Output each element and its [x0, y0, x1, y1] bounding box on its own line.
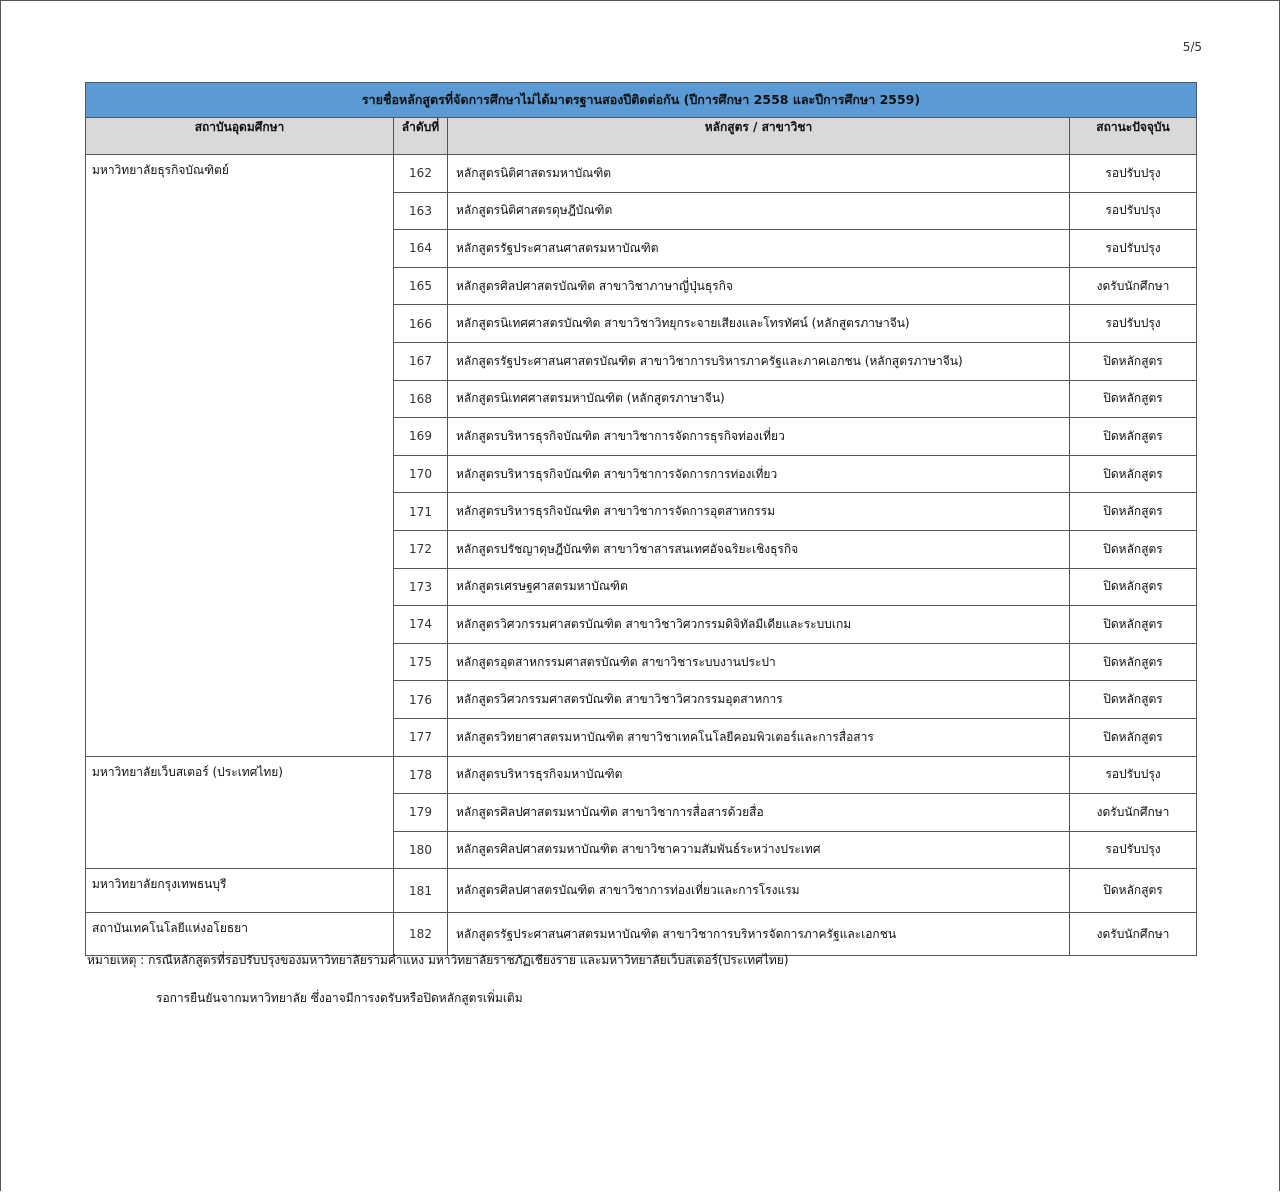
program-cell: หลักสูตรรัฐประศาสนศาสตรมหาบัณฑิต	[448, 230, 1070, 268]
status-cell: งดรับนักศึกษา	[1070, 794, 1197, 832]
number-cell: 168	[394, 380, 448, 418]
page-number: 5/5	[1182, 40, 1202, 54]
status-cell: รอปรับปรุง	[1070, 155, 1197, 193]
program-cell: หลักสูตรนิเทศศาสตรบัณฑิต สาขาวิชาวิทยุกระจายเสียงและโทรทัศน์ (หลักสูตรภาษาจีน)	[448, 305, 1070, 343]
number-cell: 162	[394, 155, 448, 193]
number-cell: 181	[394, 869, 448, 913]
number-cell: 172	[394, 530, 448, 568]
program-cell: หลักสูตรวิศวกรรมศาสตรบัณฑิต สาขาวิชาวิศวกรรมดิจิทัลมีเดียและระบบเกม	[448, 606, 1070, 644]
status-cell: งดรับนักศึกษา	[1070, 267, 1197, 305]
header-institution: สถาบันอุดมศึกษา	[86, 118, 394, 155]
table-row	[86, 912, 1197, 956]
note-line-2: รอการยืนยันจากมหาวิทยาลัย ซึ่งอาจมีการงดรับหรือปิดหลักสูตรเพิ่มเติม	[156, 991, 523, 1005]
table-row	[86, 869, 1197, 913]
institution-cell: สถาบันเทคโนโลยีแห่งอโยธยา	[86, 912, 394, 956]
program-cell: หลักสูตรบริหารธุรกิจบัณฑิต สาขาวิชาการจัดการการท่องเที่ยว	[448, 455, 1070, 493]
status-cell: รอปรับปรุง	[1070, 192, 1197, 230]
institution-cell: มหาวิทยาลัยกรุงเทพธนบุรี	[86, 869, 394, 913]
table-title: รายชื่อหลักสูตรที่จัดการศึกษาไม่ได้มาตรฐานสองปีติดต่อกัน (ปีการศึกษา 2558 และปีการศึกษา 2559)	[86, 83, 1197, 118]
institution-cell: มหาวิทยาลัยเว็บสเตอร์ (ประเทศไทย)	[86, 756, 394, 869]
status-cell: ปิดหลักสูตร	[1070, 342, 1197, 380]
note-line-1: หมายเหตุ : กรณีหลักสูตรที่รอปรับปรุงของมหาวิทยาลัยรามคำแหง มหาวิทยาลัยราชภัฏเชียงราย และมหาวิทยาลัยเว็บสเตอร์(ประเทศไทย)	[87, 953, 789, 967]
number-cell: 170	[394, 455, 448, 493]
header-number: ลำดับที่	[394, 118, 448, 155]
number-cell: 182	[394, 912, 448, 956]
status-cell: รอปรับปรุง	[1070, 305, 1197, 343]
header-program: หลักสูตร / สาขาวิชา	[448, 118, 1070, 155]
status-cell: รอปรับปรุง	[1070, 831, 1197, 869]
number-cell: 178	[394, 756, 448, 794]
program-cell: หลักสูตรอุตสาหกรรมศาสตรบัณฑิต สาขาวิชาระบบงานประปา	[448, 643, 1070, 681]
header-status: สถานะปัจจุบัน	[1070, 118, 1197, 155]
status-cell: ปิดหลักสูตร	[1070, 568, 1197, 606]
program-cell: หลักสูตรบริหารธุรกิจมหาบัณฑิต	[448, 756, 1070, 794]
status-cell: ปิดหลักสูตร	[1070, 530, 1197, 568]
status-cell: ปิดหลักสูตร	[1070, 606, 1197, 644]
status-cell: ปิดหลักสูตร	[1070, 380, 1197, 418]
status-cell: ปิดหลักสูตร	[1070, 718, 1197, 756]
table-body	[86, 155, 1197, 956]
number-cell: 165	[394, 267, 448, 305]
number-cell: 173	[394, 568, 448, 606]
program-cell: หลักสูตรเศรษฐศาสตรมหาบัณฑิต	[448, 568, 1070, 606]
status-cell: ปิดหลักสูตร	[1070, 681, 1197, 719]
program-cell: หลักสูตรบริหารธุรกิจบัณฑิต สาขาวิชาการจัดการธุรกิจท่องเที่ยว	[448, 418, 1070, 456]
status-cell: ปิดหลักสูตร	[1070, 455, 1197, 493]
number-cell: 163	[394, 192, 448, 230]
program-cell: หลักสูตรวิศวกรรมศาสตรบัณฑิต สาขาวิชาวิศวกรรมอุตสาหการ	[448, 681, 1070, 719]
status-cell: ปิดหลักสูตร	[1070, 418, 1197, 456]
status-cell: ปิดหลักสูตร	[1070, 643, 1197, 681]
number-cell: 176	[394, 681, 448, 719]
institution-cell: มหาวิทยาลัยธุรกิจบัณฑิตย์	[86, 155, 394, 757]
number-cell: 164	[394, 230, 448, 268]
number-cell: 166	[394, 305, 448, 343]
program-cell: หลักสูตรศิลปศาสตรมหาบัณฑิต สาขาวิชาความสัมพันธ์ระหว่างประเทศ	[448, 831, 1070, 869]
status-cell: รอปรับปรุง	[1070, 230, 1197, 268]
number-cell: 175	[394, 643, 448, 681]
status-cell: รอปรับปรุง	[1070, 756, 1197, 794]
program-cell: หลักสูตรปรัชญาดุษฎีบัณฑิต สาขาวิชาสารสนเทศอัจฉริยะเชิงธุรกิจ	[448, 530, 1070, 568]
program-cell: หลักสูตรวิทยาศาสตรมหาบัณฑิต สาขาวิชาเทคโนโลยีคอมพิวเตอร์และการสื่อสาร	[448, 718, 1070, 756]
program-cell: หลักสูตรศิลปศาสตรบัณฑิต สาขาวิชาการท่องเที่ยวและการโรงแรม	[448, 869, 1070, 913]
table-row	[86, 155, 1197, 193]
program-cell: หลักสูตรนิติศาสตรมหาบัณฑิต	[448, 155, 1070, 193]
number-cell: 179	[394, 794, 448, 832]
number-cell: 177	[394, 718, 448, 756]
number-cell: 167	[394, 342, 448, 380]
program-cell: หลักสูตรรัฐประศาสนศาสตรบัณฑิต สาขาวิชาการบริหารภาครัฐและภาคเอกชน (หลักสูตรภาษาจีน)	[448, 342, 1070, 380]
program-cell: หลักสูตรนิติศาสตรดุษฎีบัณฑิต	[448, 192, 1070, 230]
status-cell: งดรับนักศึกษา	[1070, 912, 1197, 956]
curriculum-table	[85, 82, 1197, 956]
status-cell: ปิดหลักสูตร	[1070, 869, 1197, 913]
program-cell: หลักสูตรบริหารธุรกิจบัณฑิต สาขาวิชาการจัดการอุตสาหกรรม	[448, 493, 1070, 531]
program-cell: หลักสูตรศิลปศาสตรบัณฑิต สาขาวิชาภาษาญี่ปุ่นธุรกิจ	[448, 267, 1070, 305]
number-cell: 174	[394, 606, 448, 644]
number-cell: 171	[394, 493, 448, 531]
program-cell: หลักสูตรนิเทศศาสตรมหาบัณฑิต (หลักสูตรภาษาจีน)	[448, 380, 1070, 418]
program-cell: หลักสูตรศิลปศาสตรมหาบัณฑิต สาขาวิชาการสื่อสารด้วยสื่อ	[448, 794, 1070, 832]
table-row	[86, 756, 1197, 794]
status-cell: ปิดหลักสูตร	[1070, 493, 1197, 531]
number-cell: 169	[394, 418, 448, 456]
program-cell: หลักสูตรรัฐประศาสนศาสตรมหาบัณฑิต สาขาวิชาการบริหารจัดการภาครัฐและเอกชน	[448, 912, 1070, 956]
number-cell: 180	[394, 831, 448, 869]
